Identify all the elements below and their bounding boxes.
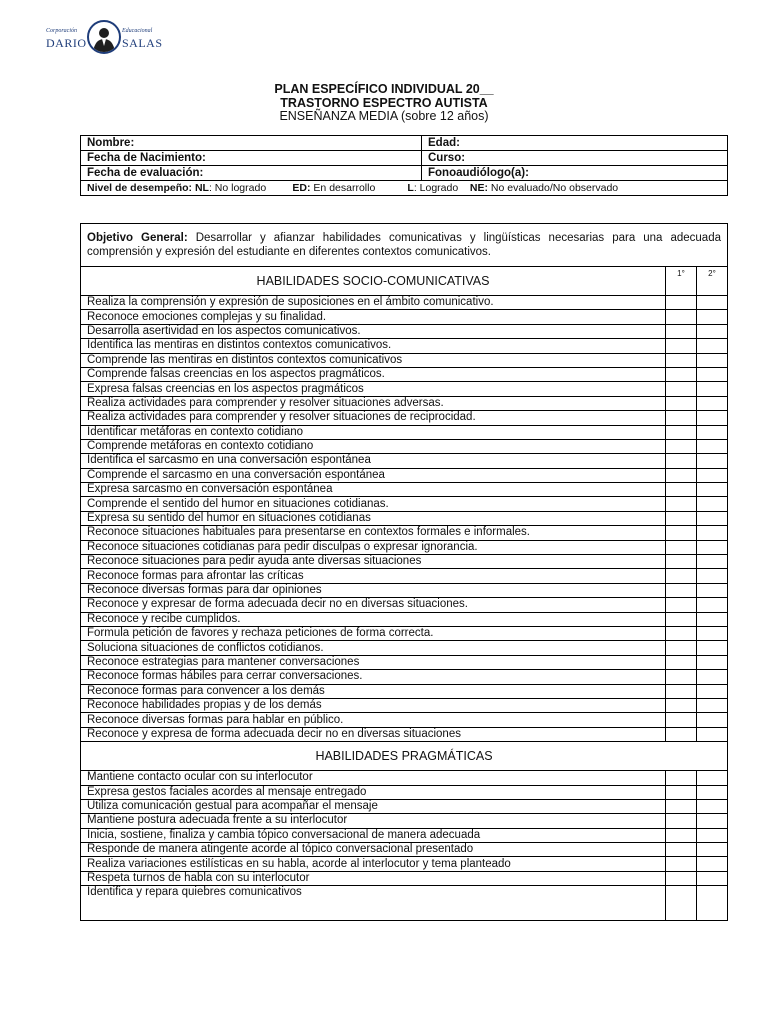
skill-row: [81, 655, 728, 669]
general-objective: [81, 224, 728, 267]
evaluation-cell-first[interactable]: [666, 310, 697, 324]
skill-row: [81, 698, 728, 712]
evaluation-cell-second[interactable]: [697, 828, 728, 842]
evaluation-cell-first[interactable]: [666, 411, 697, 425]
evaluation-cell-first[interactable]: [666, 598, 697, 612]
skill-item: Realiza variaciones estilísticas en su habla, acorde al interlocutor y tema planteado: [81, 857, 666, 871]
evaluation-cell-second[interactable]: [697, 814, 728, 828]
skill-item: Comprende el sarcasmo en una conversación espontánea: [81, 468, 666, 482]
fecha-nacimiento-field: Fecha de Nacimiento:: [81, 151, 422, 166]
evaluation-cell-second[interactable]: [697, 439, 728, 453]
evaluation-cell-first[interactable]: [666, 684, 697, 698]
skill-row: [81, 626, 728, 640]
skill-item: Mantiene contacto ocular con su interlocutor: [81, 771, 666, 785]
skills-table: [80, 223, 728, 921]
skill-item: Reconoce formas hábiles para cerrar conversaciones.: [81, 670, 666, 684]
evaluation-cell-first[interactable]: [666, 857, 697, 871]
skill-item: Reconoce formas para afrontar las críticas: [81, 569, 666, 583]
evaluation-cell-second[interactable]: [697, 612, 728, 626]
evaluation-cell-second[interactable]: [697, 871, 728, 885]
skill-row: [81, 843, 728, 857]
logo-dario: DARIO: [46, 36, 87, 50]
evaluation-cell-first[interactable]: [666, 727, 697, 741]
skill-row: [81, 871, 728, 885]
evaluation-cell-first[interactable]: [666, 670, 697, 684]
evaluation-cell-first[interactable]: [666, 612, 697, 626]
document-level: ENSEÑANZA MEDIA (sobre 12 años): [279, 109, 489, 123]
skill-row: [81, 828, 728, 842]
skill-item: Realiza actividades para comprender y resolver situaciones de reciprocidad.: [81, 411, 666, 425]
ed-text: En desarrollo: [310, 181, 376, 194]
evaluation-cell-first[interactable]: [666, 425, 697, 439]
skill-item: Reconoce situaciones para pedir ayuda ante diversas situaciones: [81, 555, 666, 569]
skill-row: [81, 324, 728, 338]
evaluation-cell-second[interactable]: [697, 771, 728, 785]
skill-item: Formula petición de favores y rechaza peticiones de forma correcta.: [81, 626, 666, 640]
skill-row: [81, 511, 728, 525]
evaluation-cell-second[interactable]: [697, 511, 728, 525]
evaluation-cell-second[interactable]: [697, 886, 728, 921]
skill-row: [81, 641, 728, 655]
evaluation-cell-first[interactable]: [666, 367, 697, 381]
edad-field: Edad:: [422, 136, 728, 151]
evaluation-cell-second[interactable]: [697, 296, 728, 310]
evaluation-cell-second[interactable]: [697, 713, 728, 727]
skill-item: Expresa falsas creencias en los aspectos pragmáticos: [81, 382, 666, 396]
skill-item: Reconoce y expresa de forma adecuada decir no en diversas situaciones: [81, 727, 666, 741]
section-title-pragmaticas: HABILIDADES PRAGMÁTICAS: [81, 742, 728, 771]
skill-row: [81, 785, 728, 799]
skill-row: [81, 367, 728, 381]
evaluation-cell-first[interactable]: [666, 641, 697, 655]
skill-item: Reconoce emociones complejas y su finalidad.: [81, 310, 666, 324]
evaluation-cell-first[interactable]: [666, 324, 697, 338]
evaluation-cell-second[interactable]: [697, 324, 728, 338]
evaluation-cell-second[interactable]: [697, 339, 728, 353]
skill-item: Comprende el sentido del humor en situaciones cotidianas.: [81, 497, 666, 511]
evaluation-cell-second[interactable]: [697, 670, 728, 684]
evaluation-cell-second[interactable]: [697, 497, 728, 511]
evaluation-cell-second[interactable]: [697, 799, 728, 813]
evaluation-cell-first[interactable]: [666, 828, 697, 842]
skill-item: Soluciona situaciones de conflictos cotidianos.: [81, 641, 666, 655]
evaluation-cell-first[interactable]: [666, 799, 697, 813]
evaluation-cell-first[interactable]: [666, 814, 697, 828]
evaluation-cell-second[interactable]: [697, 785, 728, 799]
evaluation-cell-first[interactable]: [666, 569, 697, 583]
evaluation-cell-second[interactable]: [697, 655, 728, 669]
section-title-socio-comunicativas: HABILIDADES SOCIO-COMUNICATIVAS: [81, 267, 666, 296]
evaluation-cell-first[interactable]: [666, 555, 697, 569]
skill-row: [81, 353, 728, 367]
evaluation-cell-second[interactable]: [697, 843, 728, 857]
skill-item: Reconoce situaciones habituales para presentarse en contextos formales e informales.: [81, 526, 666, 540]
skill-item: Expresa su sentido del humor en situaciones cotidianas: [81, 511, 666, 525]
evaluation-cell-second[interactable]: [697, 641, 728, 655]
evaluation-cell-second[interactable]: [697, 353, 728, 367]
skill-row: [81, 526, 728, 540]
fonoaudiologo-field: Fonoaudiólogo(a):: [422, 166, 728, 181]
evaluation-cell-first[interactable]: [666, 583, 697, 597]
institution-logo: [44, 20, 166, 60]
nl-code: NL: [194, 181, 209, 194]
evaluation-cell-first[interactable]: [666, 483, 697, 497]
evaluation-cell-second[interactable]: [697, 626, 728, 640]
evaluation-cell-first[interactable]: [666, 698, 697, 712]
logo-salas: SALAS: [122, 36, 163, 50]
curso-field: Curso:: [422, 151, 728, 166]
skill-item: Expresa sarcasmo en conversación espontánea: [81, 483, 666, 497]
evaluation-cell-second[interactable]: [697, 367, 728, 381]
evaluation-cell-second[interactable]: [697, 583, 728, 597]
skill-item: Comprende las mentiras en distintos contextos comunicativos: [81, 353, 666, 367]
l-code: L: [407, 181, 414, 194]
evaluation-cell-first[interactable]: [666, 511, 697, 525]
ne-code: NE:: [469, 181, 488, 194]
skill-item: Expresa gestos faciales acordes al mensaje entregado: [81, 785, 666, 799]
nivel-label: Nivel de desempeño:: [87, 181, 193, 194]
skill-row: [81, 684, 728, 698]
evaluation-cell-first[interactable]: [666, 396, 697, 410]
skill-item: Reconoce habilidades propias y de los demás: [81, 698, 666, 712]
ne-text: No evaluado/No observado: [487, 181, 619, 194]
skill-item: Responde de manera atingente acorde al tópico conversacional presentado: [81, 843, 666, 857]
skill-row: [81, 814, 728, 828]
skill-row: [81, 310, 728, 324]
skill-row: [81, 583, 728, 597]
skill-row: [81, 497, 728, 511]
skill-row: [81, 598, 728, 612]
skill-row: [81, 670, 728, 684]
evaluation-cell-first[interactable]: [666, 655, 697, 669]
column-header-first: 1°: [666, 267, 697, 296]
skill-item: Comprende metáforas en contexto cotidiano: [81, 439, 666, 453]
evaluation-cell-second[interactable]: [697, 569, 728, 583]
skill-row: [81, 540, 728, 554]
evaluation-cell-second[interactable]: [697, 382, 728, 396]
nombre-field: Nombre:: [81, 136, 422, 151]
skill-item: Identifica las mentiras en distintos contextos comunicativos.: [81, 339, 666, 353]
portrait-seal-icon: [87, 20, 121, 54]
objective-label: Objetivo General:: [87, 232, 188, 244]
evaluation-cell-first[interactable]: [666, 439, 697, 453]
skill-item: Reconoce y expresar de forma adecuada decir no en diversas situaciones.: [81, 598, 666, 612]
evaluation-cell-first[interactable]: [666, 339, 697, 353]
skill-item: Inicia, sostiene, finaliza y cambia tópico conversacional de manera adecuada: [81, 828, 666, 842]
evaluation-cell-second[interactable]: [697, 857, 728, 871]
skill-row: [81, 713, 728, 727]
skill-row: [81, 555, 728, 569]
fecha-evaluacion-field: Fecha de evaluación:: [81, 166, 422, 181]
skill-item: Realiza actividades para comprender y resolver situaciones adversas.: [81, 396, 666, 410]
skill-row: [81, 425, 728, 439]
evaluation-cell-first[interactable]: [666, 497, 697, 511]
evaluation-cell-first[interactable]: [666, 886, 697, 921]
skill-item: Realiza la comprensión y expresión de suposiciones en el ámbito comunicativo.: [81, 296, 666, 310]
column-header-second: 2°: [697, 267, 728, 296]
evaluation-cell-first[interactable]: [666, 468, 697, 482]
skill-item: Desarrolla asertividad en los aspectos comunicativos.: [81, 324, 666, 338]
evaluation-cell-first[interactable]: [666, 296, 697, 310]
skill-item: Identifica el sarcasmo en una conversación espontánea: [81, 454, 666, 468]
student-info-table: [80, 135, 728, 196]
skill-item: Reconoce y recibe cumplidos.: [81, 612, 666, 626]
skill-item: Reconoce estrategias para mantener conversaciones: [81, 655, 666, 669]
skill-item: Utiliza comunicación gestual para acompañar el mensaje: [81, 799, 666, 813]
skill-item: Mantiene postura adecuada frente a su interlocutor: [81, 814, 666, 828]
document-title: PLAN ESPECÍFICO INDIVIDUAL 20__: [274, 82, 494, 96]
skill-item: Reconoce formas para convencer a los demás: [81, 684, 666, 698]
evaluation-cell-second[interactable]: [697, 310, 728, 324]
logo-corporacion: Corporación: [46, 28, 78, 34]
evaluation-cell-second[interactable]: [697, 411, 728, 425]
evaluation-cell-second[interactable]: [697, 684, 728, 698]
ed-code: ED:: [292, 181, 311, 194]
skill-row: [81, 857, 728, 871]
skill-row: [81, 382, 728, 396]
l-text: : Logrado: [413, 181, 459, 194]
evaluation-cell-first[interactable]: [666, 871, 697, 885]
logo-educacional: Educacional: [122, 28, 153, 34]
objective-text: Desarrollar y afianzar habilidades comunicativas y lingüísticas necesarias para una adecuada comprensión y expresión del estudiante en diferentes contextos comunicativos.: [87, 232, 721, 258]
evaluation-cell-second[interactable]: [697, 396, 728, 410]
skill-item: Reconoce diversas formas para dar opiniones: [81, 583, 666, 597]
skill-item: Respeta turnos de habla con su interlocutor: [81, 871, 666, 885]
skill-row: [81, 771, 728, 785]
skill-row: [81, 886, 728, 921]
skill-row: [81, 468, 728, 482]
skill-item: Reconoce diversas formas para hablar en público.: [81, 713, 666, 727]
evaluation-cell-second[interactable]: [697, 698, 728, 712]
evaluation-cell-second[interactable]: [697, 526, 728, 540]
evaluation-cell-second[interactable]: [697, 483, 728, 497]
evaluation-cell-first[interactable]: [666, 353, 697, 367]
performance-levels-legend: [81, 181, 728, 196]
evaluation-cell-first[interactable]: [666, 454, 697, 468]
evaluation-cell-first[interactable]: [666, 713, 697, 727]
skill-item: Comprende falsas creencias en los aspectos pragmáticos.: [81, 367, 666, 381]
skill-row: [81, 396, 728, 410]
skill-row: [81, 411, 728, 425]
evaluation-cell-second[interactable]: [697, 540, 728, 554]
evaluation-cell-second[interactable]: [697, 425, 728, 439]
skill-row: [81, 339, 728, 353]
evaluation-cell-first[interactable]: [666, 843, 697, 857]
evaluation-cell-first[interactable]: [666, 382, 697, 396]
evaluation-cell-first[interactable]: [666, 771, 697, 785]
skill-row: [81, 439, 728, 453]
skill-item: Reconoce situaciones cotidianas para pedir disculpas o expresar ignorancia.: [81, 540, 666, 554]
evaluation-cell-second[interactable]: [697, 727, 728, 741]
skill-row: [81, 483, 728, 497]
skill-item: Identificar metáforas en contexto cotidiano: [81, 425, 666, 439]
evaluation-cell-second[interactable]: [697, 454, 728, 468]
skill-row: [81, 454, 728, 468]
skill-item: Identifica y repara quiebres comunicativos: [81, 886, 666, 921]
skill-row: [81, 296, 728, 310]
evaluation-cell-first[interactable]: [666, 626, 697, 640]
skill-row: [81, 569, 728, 583]
document-subtitle: TRASTORNO ESPECTRO AUTISTA: [280, 96, 488, 110]
skill-row: [81, 612, 728, 626]
skill-row: [81, 799, 728, 813]
evaluation-cell-second[interactable]: [697, 598, 728, 612]
nl-text: : No logrado: [208, 181, 267, 194]
evaluation-cell-second[interactable]: [697, 468, 728, 482]
evaluation-cell-first[interactable]: [666, 526, 697, 540]
evaluation-cell-second[interactable]: [697, 555, 728, 569]
evaluation-cell-first[interactable]: [666, 540, 697, 554]
skill-row: [81, 727, 728, 741]
evaluation-cell-first[interactable]: [666, 785, 697, 799]
